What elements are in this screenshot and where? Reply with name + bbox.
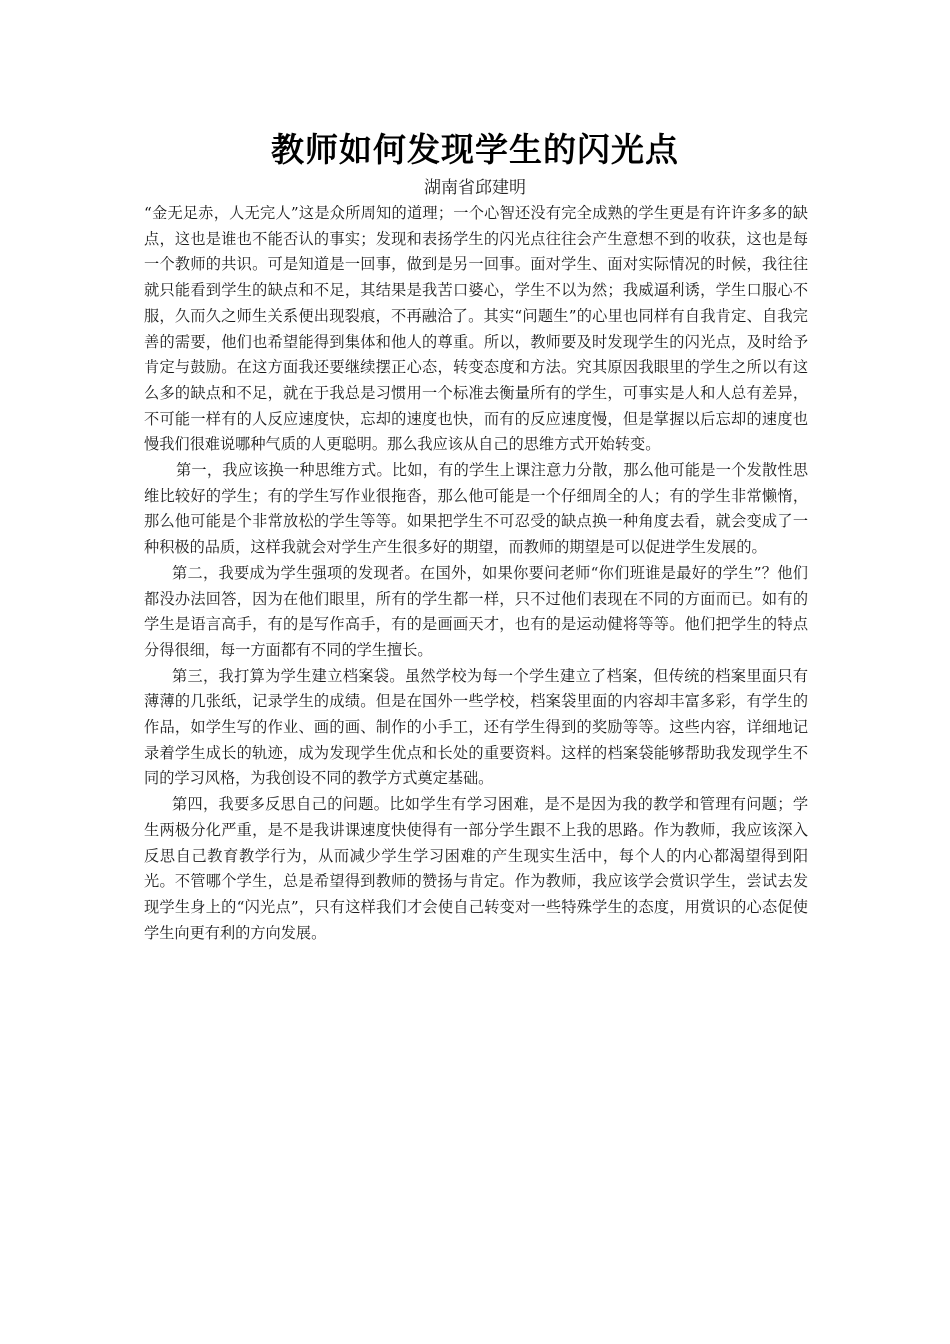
paragraph-fourth: 第四，我要多反思自己的问题。比如学生有学习困难，是不是因为我的教学和管理有问题；学生两极分化严重，是不是我讲课速度快使得有一部分学生跟不上我的思路。作为教师，我应该深入反思自己教育教学行为，从而减少学生学习困难的产生现实生活中，每个人的内心都渴望得到阳光。不管哪个学生，总是希望得到教师的赞扬与肯定。作为教师，我应该学会赏识学生，尝试去发现学生身上的“闪光点”，只有这样我们才会使自己转变对一些特殊学生的态度，用赏识的心态促使学生向更有利的方向发展。 — [144, 795, 808, 942]
document-title: 教师如何发现学生的闪光点 — [271, 130, 679, 169]
paragraph-first: 第一，我应该换一种思维方式。比如，有的学生上课注意力分散，那么他可能是一个发散性思维比较好的学生；有的学生写作业很拖沓，那么他可能是一个仔细周全的人；有的学生非常懒惰，那么他可能是个非常放松的学生等等。如果把学生不可忍受的缺点换一种角度去看，就会变成了一种积极的品质，这样我就会对学生产生很多好的期望，而教师的期望是可以促进学生发展的。 — [144, 461, 808, 557]
paragraph-third: 第三，我打算为学生建立档案袋。虽然学校为每一个学生建立了档案，但传统的档案里面只有薄薄的几张纸，记录学生的成绩。但是在国外一些学校，档案袋里面的内容却丰富多彩，有学生的作品，如学生写的作业、画的画、制作的小手工，还有学生得到的奖励等等。这些内容，详细地记录着学生成长的轨迹，成为发现学生优点和长处的重要资料。这样的档案袋能够帮助我发现学生不同的学习风格，为我创设不同的教学方式奠定基础。 — [144, 666, 808, 788]
document-body — [144, 201, 808, 946]
document-author: 湖南省邱建明 — [424, 178, 526, 198]
paragraph-intro: “金无足赤，人无完人”这是众所周知的道理；一个心智还没有完全成熟的学生更是有许许多多的缺点，这也是谁也不能否认的事实；发现和表扬学生的闪光点往往会产生意想不到的收获，这也是每一个教师的共识。可是知道是一回事，做到是另一回事。面对学生、面对实际情况的时候，我往往就只能看到学生的缺点和不足，其结果是我苦口婆心，学生不以为然；我威逼利诱，学生口服心不服，久而久之师生关系便出现裂痕，不再融洽了。其实“问题生”的心里也同样有自我肯定、自我完善的需要，他们也希望能得到集体和他人的尊重。所以，教师要及时发现学生的闪光点，及时给予肯定与鼓励。在这方面我还要继续摆正心态，转变态度和方法。究其原因我眼里的学生之所以有这么多的缺点和不足，就在于我总是习惯用一个标准去衡量所有的学生，可事实是人和人总有差异，不可能一样有的人反应速度快，忘却的速度也快，而有的反应速度慢，但是掌握以后忘却的速度也慢我们很难说哪种气质的人更聪明。那么我应该从自己的思维方式开始转变。 — [144, 204, 808, 454]
paragraph-second: 第二，我要成为学生强项的发现者。在国外，如果你要问老师“你们班谁是最好的学生”？他们都没办法回答，因为在他们眼里，所有的学生都一样，只不过他们表现在不同的方面而已。如有的学生是语言高手，有的是写作高手，有的是画画天才，也有的是运动健将等等。他们把学生的特点分得很细，每一方面都有不同的学生擅长。 — [144, 563, 808, 659]
